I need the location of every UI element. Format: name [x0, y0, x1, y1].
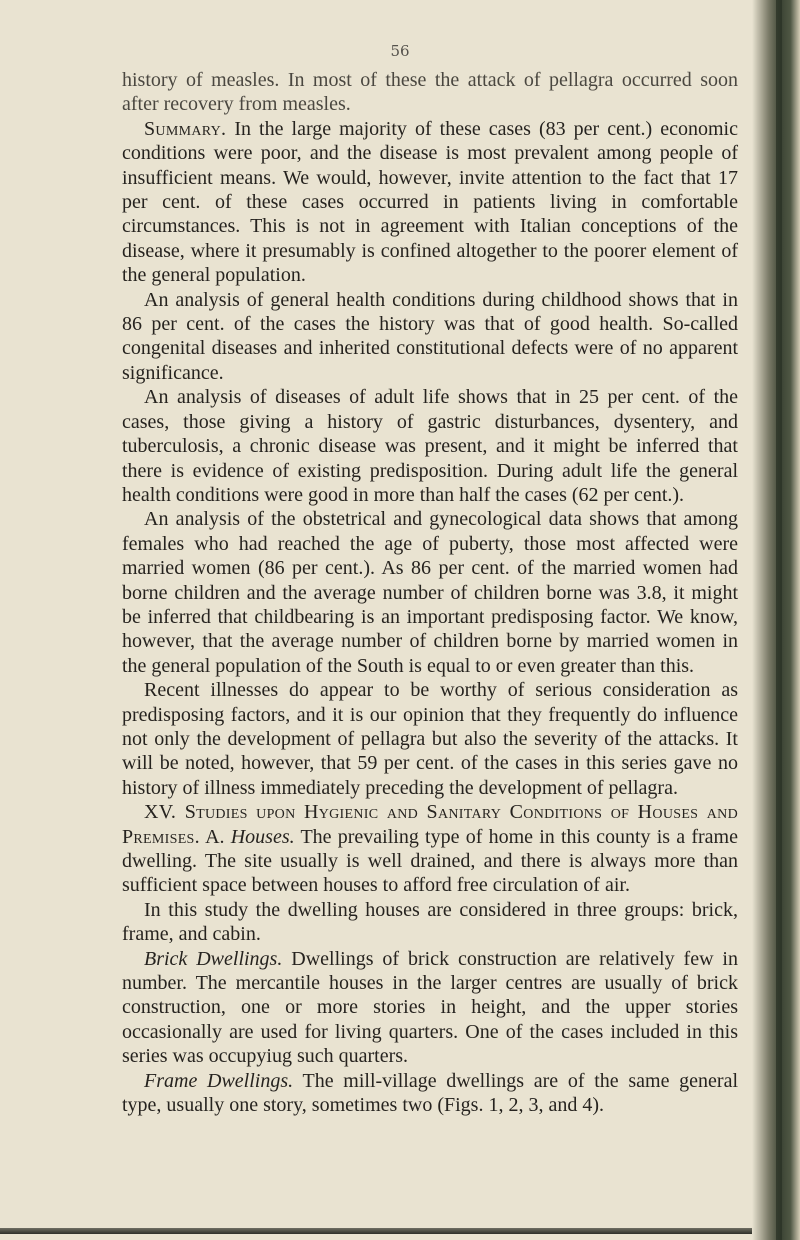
- frame-dwellings-text: The mill-village dwellings are of the same general type, usually one story, sometimes two (Figs. 1, 2, 3, and 4).: [122, 1069, 739, 1117]
- houses-text: The prevailing type of home in this county is a frame dwelling. The site usually is well drained, and there is always more than sufficient space between houses to afford free circulation of air.: [122, 825, 738, 897]
- book-edge-line: [776, 0, 782, 1240]
- paragraph-measles: history of measles. In most of these the attack of pellagra occurred soon after recovery from measles.: [122, 69, 738, 116]
- paragraph-obstetrical: An analysis of the obstetrical and gynecological data shows that among females who had reached the age of puberty, those most affected were married women (86 per cent.). As 86 per cent. of the married women had borne children and the average number of children borne was 3.8, it might be inferred that childbearing is an important predisposing factor. We know, however, that the average number of children borne by married women in the general population of the South is equal to or even greater than this.: [122, 508, 738, 677]
- paragraph-summary: [122, 117, 738, 288]
- brick-dwellings-heading: Brick Dwellings.: [144, 947, 283, 970]
- paragraph-childhood-health: An analysis of general health conditions during childhood shows that in 86 per cent. of the cases the history was that of good health. So-called congenital diseases and inherited constitutional defects were of no apparent significance.: [122, 288, 738, 384]
- paragraph-three-groups: In this study the dwelling houses are considered in three groups: brick, frame, and cabin.: [122, 898, 738, 946]
- paragraph-frame-dwellings: [122, 1069, 738, 1118]
- paragraph-adult-diseases: An analysis of diseases of adult life shows that in 25 per cent. of the cases, those giving a history of gastric disturbances, dysentery, and tuberculosis, a chronic disease was present, and it might be inferred that there is evidence of existing predisposition. During adult life the general health conditions were good in more than half the cases (62 per cent.).: [122, 386, 738, 506]
- brick-dwellings-text: Dwellings of brick construction are relatively few in number. The mercantile houses in the larger centres are usually of brick construction, one or more stories in height, and the upper stories occasionally are used for living quarters. One of the cases included in this series was occupyiug such quarters.: [122, 947, 738, 1068]
- subsection-a-label: A.: [205, 825, 231, 848]
- paragraph-brick-dwellings: [122, 947, 738, 1069]
- paragraph-section-xv: [122, 800, 738, 898]
- frame-dwellings-heading: Frame Dwellings.: [144, 1069, 294, 1092]
- section-xv-heading: XV. Studies upon Hygienic and Sanitary Conditions of Houses and Premises.: [122, 801, 738, 848]
- summary-text: In the large majority of these cases (83 per cent.) economic conditions were poor, and the disease is most prevalent among people of insufficient means. We would, however, invite attention to the fact that 17 per cent. of these cases occurred in patients living in comfortable circumstances. This is not in agreement with Italian conceptions of the disease, where it presumably is confined altogether to the poorer element of the general population.: [122, 117, 738, 287]
- bottom-edge-bar: [0, 1228, 752, 1234]
- subsection-houses-heading: Houses.: [230, 825, 295, 848]
- summary-heading: Summary.: [144, 117, 227, 140]
- body-text: [122, 68, 738, 1117]
- paragraph-recent-illnesses: Recent illnesses do appear to be worthy of serious consideration as predisposing factors, and it is our opinion that they frequently do influence not only the development of pellagra but also the severity of the attacks. It will be noted, however, that 59 per cent. of the cases in this series gave no history of illness immediately preceding the development of pellagra.: [122, 679, 738, 799]
- page-number: 56: [390, 42, 410, 60]
